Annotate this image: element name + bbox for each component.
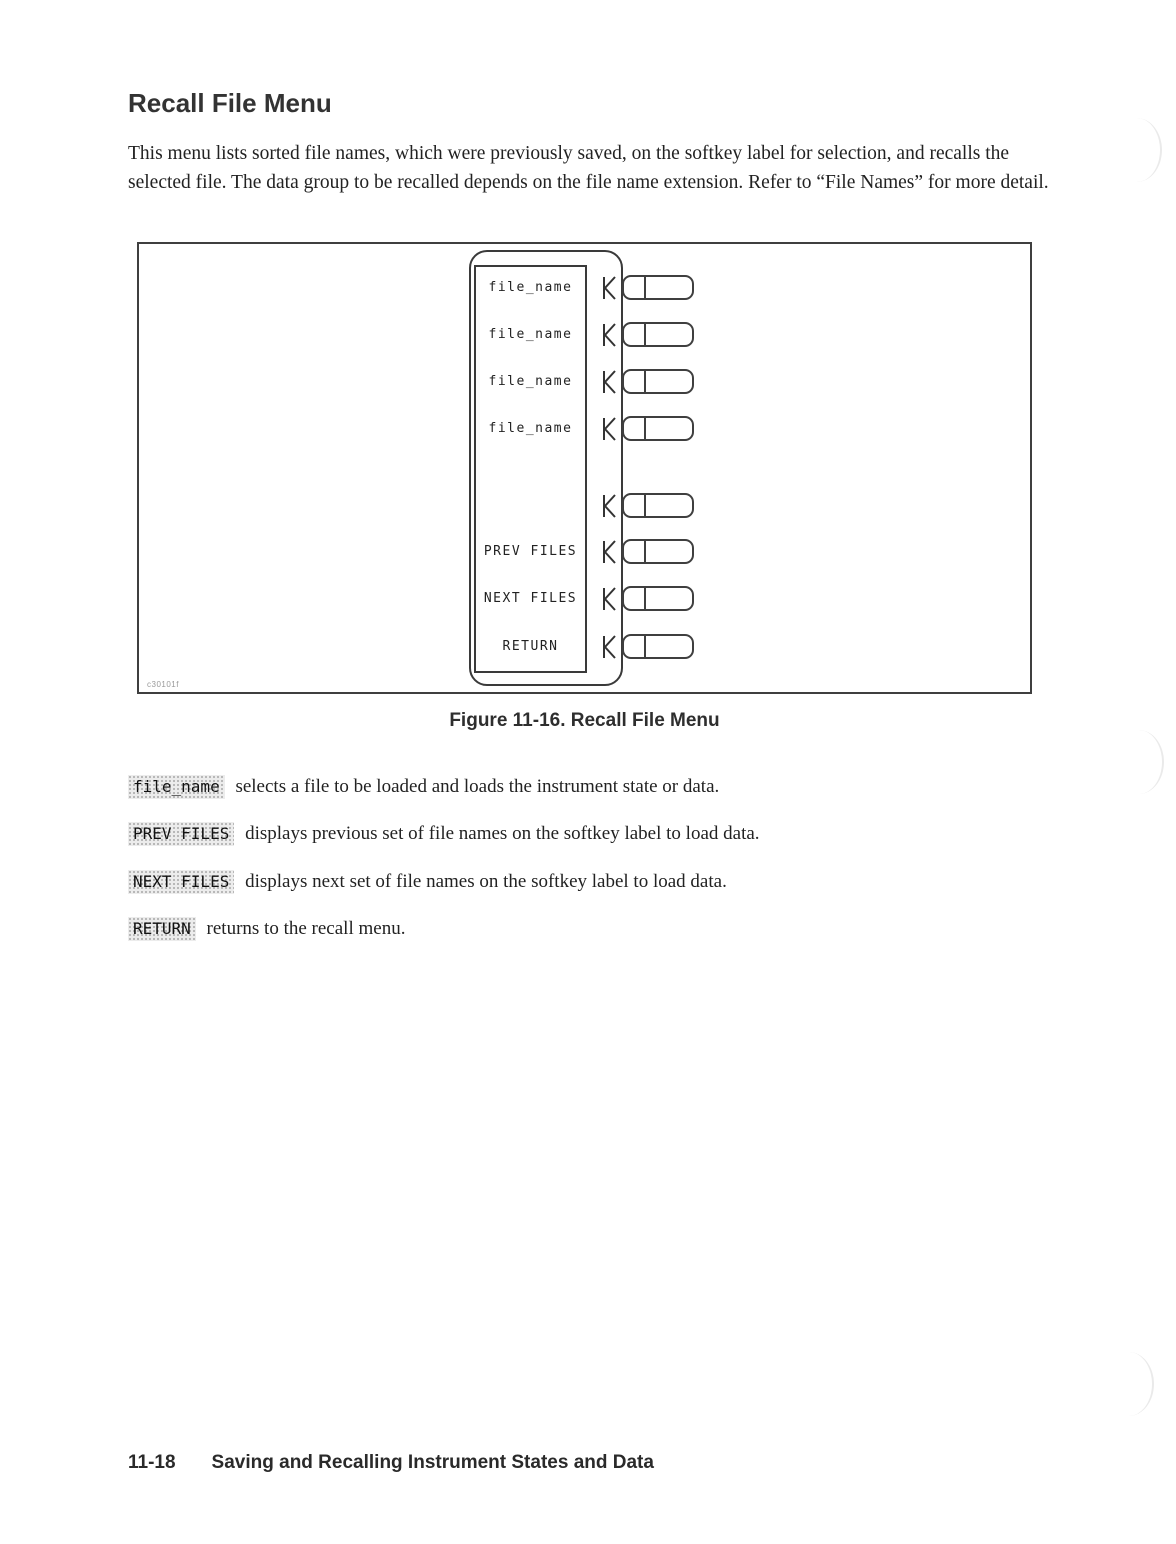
softkey-row	[474, 275, 694, 301]
softkey-button	[622, 322, 694, 347]
definition-next-files	[128, 869, 1176, 896]
softkey-label: PREV FILES	[483, 544, 578, 559]
term-next-files: NEXT FILES	[128, 870, 234, 894]
softkey-row	[474, 493, 694, 519]
figure-recall-file-menu	[137, 242, 1032, 694]
softkey-button	[622, 416, 694, 441]
softkey-button	[622, 493, 694, 518]
softkey-row	[474, 586, 694, 612]
definition-text: displays next set of file names on the softkey label to load data.	[245, 870, 727, 892]
definitions-section	[128, 774, 1176, 943]
softkey-connector-icon	[601, 539, 617, 565]
scan-artifact	[1112, 1352, 1154, 1416]
softkey-row	[474, 634, 694, 660]
softkey-row	[474, 416, 694, 442]
softkey-button-divider	[644, 277, 646, 298]
softkey-connector-icon	[601, 634, 617, 660]
softkey-button-divider	[644, 418, 646, 439]
softkey-label: NEXT FILES	[483, 591, 578, 606]
softkey-connector-icon	[601, 275, 617, 301]
term-prev-files: PREV FILES	[128, 822, 234, 846]
softkey-connector-icon	[601, 322, 617, 348]
softkey-label: file_name	[488, 327, 573, 342]
definition-file-name	[128, 774, 1176, 801]
softkey-button-divider	[644, 495, 646, 516]
footer-title: Saving and Recalling Instrument States and Data	[211, 1452, 654, 1473]
softkey-row	[474, 539, 694, 565]
term-file-name: file_name	[128, 775, 225, 799]
softkey-button-divider	[644, 371, 646, 392]
intro-paragraph: This menu lists sorted file names, which were previously saved, on the softkey label for selection, and recalls the selected file. The data group to be recalled depends on the file name extension. Refer to “File Names” for more detail.	[128, 143, 1049, 194]
footer-page-number: 11-18	[128, 1452, 176, 1473]
page-footer	[128, 1452, 654, 1474]
softkey-connector-icon	[601, 416, 617, 442]
softkey-button	[622, 539, 694, 564]
softkey-label: file_name	[488, 280, 573, 295]
definition-text: returns to the recall menu.	[206, 918, 406, 940]
softkey-button	[622, 369, 694, 394]
softkey-label: file_name	[488, 421, 573, 436]
definition-return	[128, 916, 1176, 943]
figure-caption: Figure 11-16. Recall File Menu	[449, 709, 720, 731]
softkey-button	[622, 586, 694, 611]
softkey-connector-icon	[601, 586, 617, 612]
softkey-button	[622, 634, 694, 659]
page-title: Recall File Menu	[128, 88, 332, 118]
softkey-label: file_name	[488, 374, 573, 389]
softkey-button-divider	[644, 636, 646, 657]
softkey-connector-icon	[601, 493, 617, 519]
softkey-row	[474, 322, 694, 348]
softkey-button-divider	[644, 588, 646, 609]
definition-text: displays previous set of file names on the softkey label to load data.	[245, 823, 760, 845]
softkey-row	[474, 369, 694, 395]
softkey-button	[622, 275, 694, 300]
definition-prev-files	[128, 821, 1176, 848]
term-return: RETURN	[128, 917, 196, 941]
definition-text: selects a file to be loaded and loads the instrument state or data.	[235, 775, 720, 797]
figure-stamp: c30101f	[147, 679, 179, 689]
softkey-connector-icon	[601, 369, 617, 395]
softkey-button-divider	[644, 324, 646, 345]
softkey-button-divider	[644, 541, 646, 562]
softkey-label: RETURN	[502, 639, 559, 654]
